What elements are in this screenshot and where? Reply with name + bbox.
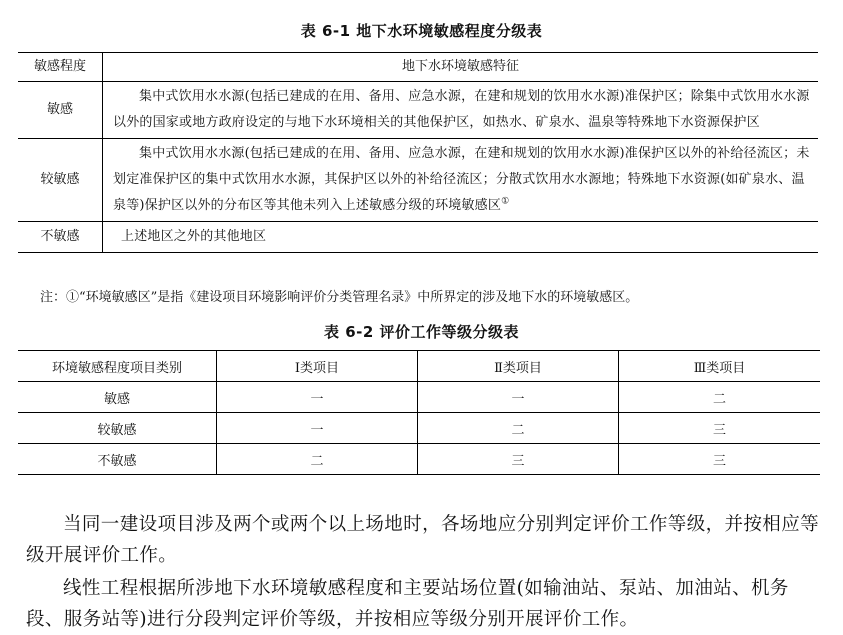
table-cell: 二 — [619, 382, 821, 413]
table-row — [18, 222, 818, 253]
table-cell: 二 — [217, 444, 418, 475]
table-cell: 三 — [619, 413, 821, 444]
header-sensitivity-level: 敏感程度 — [18, 53, 103, 82]
header-sensitivity-feature: 地下水环境敏感特征 — [103, 53, 819, 82]
header-category: 环境敏感程度项目类别 — [18, 351, 217, 382]
table-cell: 不敏感 — [18, 444, 217, 475]
table-row — [18, 82, 818, 139]
table-row — [18, 444, 820, 475]
table-cell: 敏感 — [18, 382, 217, 413]
table-row — [18, 413, 820, 444]
table-cell: 三 — [619, 444, 821, 475]
table-cell: 较敏感 — [18, 413, 217, 444]
table-6-2-caption: 表 6-2 评价工作等级分级表 — [323, 323, 520, 341]
level-cell: 较敏感 — [18, 139, 103, 222]
table-cell: 一 — [217, 413, 418, 444]
table-header-row — [18, 53, 818, 82]
table-cell: 三 — [418, 444, 619, 475]
footnote-mark: ① — [501, 196, 510, 207]
sensitivity-table — [18, 52, 818, 253]
level-cell: 不敏感 — [18, 222, 103, 253]
header-class-2: Ⅱ类项目 — [418, 351, 619, 382]
table-header-row — [18, 351, 820, 382]
body-paragraph: 当同一建设项目涉及两个或两个以上场地时，各场地应分别判定评价工作等级，并按相应等级开展评价工作。 — [26, 513, 820, 566]
table-6-1-caption: 表 6-1 地下水环境敏感程度分级表 — [300, 22, 543, 40]
header-class-1: Ⅰ类项目 — [217, 351, 418, 382]
feature-cell — [103, 139, 819, 222]
feature-text: 集中式饮用水水源(包括已建成的在用、备用、应急水源，在建和规划的饮用水水源)准保护区以外的补给径流区；未划定准保护区的集中式饮用水水源，其保护区以外的补给径流区；分散式饮用水水源地；特殊地下水资源(如矿泉水、温泉等)保护区以外的分布区等其他未列入上述敏感分级的环境敏感区 — [113, 146, 810, 213]
feature-cell: 集中式饮用水水源(包括已建成的在用、备用、应急水源，在建和规划的饮用水水源)准保护区；除集中式饮用水水源以外的国家或地方政府设定的与地下水环境相关的其他保护区，如热水、矿泉水、温泉等特殊地下水资源保护区 — [103, 82, 819, 139]
feature-cell: 上述地区之外的其他地区 — [103, 222, 819, 253]
grading-table — [18, 350, 820, 475]
table-row — [18, 139, 818, 222]
table-row — [18, 382, 820, 413]
table-cell: 二 — [418, 413, 619, 444]
header-class-3: Ⅲ类项目 — [619, 351, 821, 382]
table-footnote: 注：①“环境敏感区”是指《建设项目环境影响评价分类管理名录》中所界定的涉及地下水的环境敏感区。 — [40, 290, 639, 305]
table-cell: 一 — [418, 382, 619, 413]
table-cell: 一 — [217, 382, 418, 413]
body-paragraph: 线性工程根据所涉地下水环境敏感程度和主要站场位置(如输油站、泵站、加油站、机务段、服务站等)进行分段判定评价等级，并按相应等级分别开展评价工作。 — [26, 577, 789, 630]
level-cell: 敏感 — [18, 82, 103, 139]
